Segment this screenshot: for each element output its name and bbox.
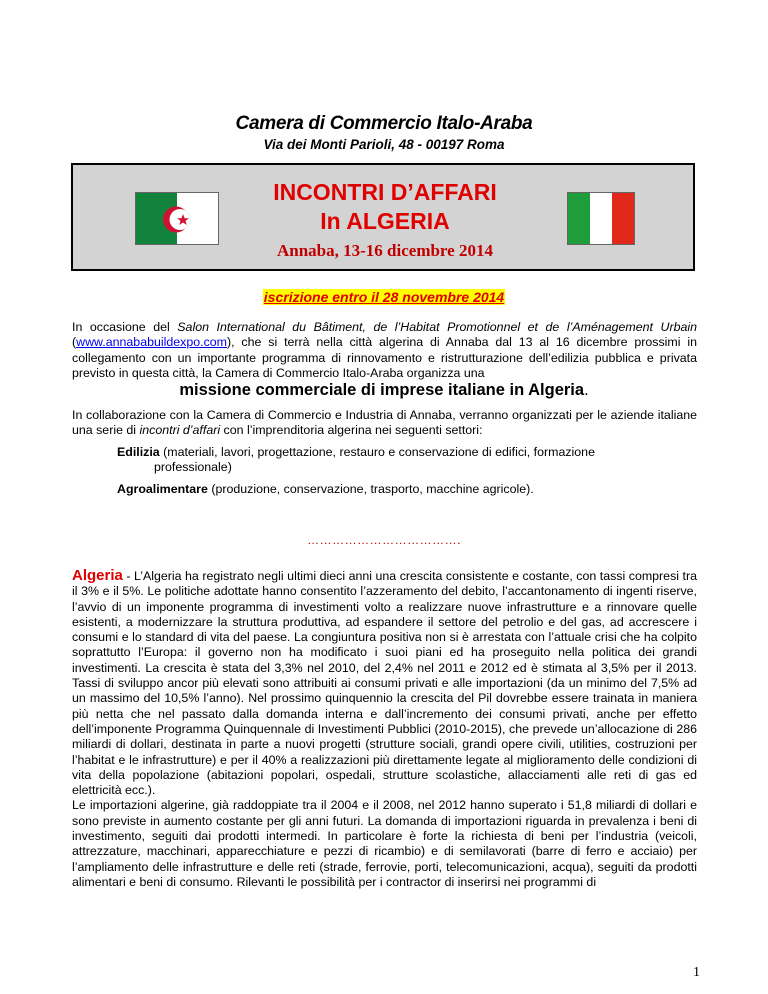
organization-name: Camera di Commercio Italo-Araba <box>235 113 533 134</box>
collab-text-2: con l’imprenditoria algerina nei seguenti settori: <box>220 423 483 438</box>
italy-flag-icon <box>567 192 635 245</box>
registration-deadline <box>0 289 768 307</box>
collaboration-paragraph <box>72 408 697 439</box>
algeria-paragraph-2: Le importazioni algerine, già raddoppiate tra il 2004 e il 2008, nel 2012 hanno superato i 51,8 miliardi di dollari e sono previste in aumento costante per gli anni futuri. La domanda di importazioni riguarda in prevalenza i beni di investimento, seguiti dai prodotti intermedi. In particolare è forte la richiesta di beni per l’industria (veicoli, attrezzature, macchinari, apparecchiature e pezzi di ricambio) e di semilavorati (barre di ferro e acciaio) per l’ampliamento delle infrastrutture e delle reti (strade, ferrovie, porti, telecomunicazioni, acqua), seguiti da prodotti alimentari e beni di consumo. Rilevanti le possibilità per i contractor di inserirsi nei programmi di <box>72 798 697 889</box>
sector-detail-cont: professionale) <box>154 460 232 475</box>
event-banner <box>71 163 695 271</box>
salon-name: Salon International du Bâtiment, de l’Habitat Promotionnel et de l’Aménagement Urbain <box>177 320 697 334</box>
algeria-paragraph-1 <box>72 568 697 798</box>
intro-text-1: In occasione del <box>72 320 178 334</box>
sector-detail: (produzione, conservazione, trasporto, macchine agricole). <box>207 482 534 496</box>
sector-detail: (materiali, lavori, progettazione, restauro e conservazione di edifici, formazione <box>159 445 595 459</box>
collab-text-1: In collaborazione con la Camera di Commercio e Industria di Annaba, verranno organizzati per le aziende italiane una serie di <box>72 408 697 438</box>
salon-website-link[interactable]: www.annababuildexpo.com <box>76 335 227 350</box>
section-separator: ………………………………. <box>307 533 461 547</box>
organization-address: Via dei Monti Parioli, 48 - 00197 Roma <box>263 137 505 152</box>
mission-heading <box>0 381 768 400</box>
event-title: INCONTRI D’AFFARI <box>273 179 497 205</box>
page-number: 1 <box>693 965 700 980</box>
intro-paragraph <box>72 320 697 381</box>
intro-text-3: ), che si terrà nella città algerina di Annaba dal 13 al 16 dicembre prossimi in collegamento con un importante programma di rinnovamento e ristrutturazione dell’edilizia pubblica e privata previsto in questa città, la Camera di Commercio Italo-Araba organizza una <box>72 335 697 380</box>
deadline-text: iscrizione entro il 28 novembre 2014 <box>263 289 505 305</box>
collab-emphasis: incontri d’affari <box>139 423 221 438</box>
sector-name: Agroalimentare <box>117 482 208 496</box>
algeria-section <box>72 568 697 890</box>
sector-item-edilizia <box>117 445 677 476</box>
algeria-heading: Algeria <box>72 567 123 584</box>
sector-item-agroalimentare <box>117 482 677 497</box>
mission-dot: . <box>584 381 589 399</box>
event-title-country: In ALGERIA <box>320 208 450 234</box>
algeria-text-1: - L’Algeria ha registrato negli ultimi dieci anni una crescita consistente e costante, con tassi compresi tra il 3% e il 5%. Le politiche adottate hanno consentito l’azzeramento del debito, l’accantonamento di ingenti riserve, l’avvio di un imponente programma di investimenti volto a realizzare nuove infrastrutture e a rinnovare quelle esistenti, a modernizzare la struttura produttiva, ad espandere il settore del petrolio e del gas, ad accrescere i consumi e lo standard di vita del paese. La congiuntura positiva non si è arrestata con l’attuale crisi che ha colpito soprattutto l’Europa: il governo non ha modificato i suoi piani ed ha proseguito nella politica dei grandi investimenti. La crescita è stata del 3,3% nel 2010, del 2,4% nel 2011 e 2012 ed è stimata al 3,5% per il 2013. Tassi di sviluppo ancor più elevati sono attribuiti ai consumi privati e alle importazioni (da un minimo del 7,5% ad un massimo del 10,5% l’anno). Nel prossimo quinquennio la crescita del Pil dovrebbe essere trainata in maniera più netta che nel passato dalla domanda interna e dall’incremento dei consumi privati, anche per effetto dell’imponente Programma Quinquennale di Investimenti Pubblici (2010-2015), che prevede un’allocazione di 286 miliardi di dollari, destinata in parte a nuovi progetti (strutture sociali, grandi opere civili, utilities, costruzioni per l’habitat e le infrastrutture) e per il 40% a realizzazioni più direttamente legate al miglioramento delle condizioni di vita della popolazione (abitazioni popolari, ospedali, strutture scolastiche, allacciamenti alle reti di gas ed elettricità ecc.). <box>72 569 697 798</box>
intro-text-2: ( <box>72 335 77 350</box>
sector-name: Edilizia <box>117 445 160 459</box>
mission-text: missione commerciale di imprese italiane in Algeria <box>179 381 585 399</box>
event-location-date: Annaba, 13-16 dicembre 2014 <box>277 241 493 260</box>
